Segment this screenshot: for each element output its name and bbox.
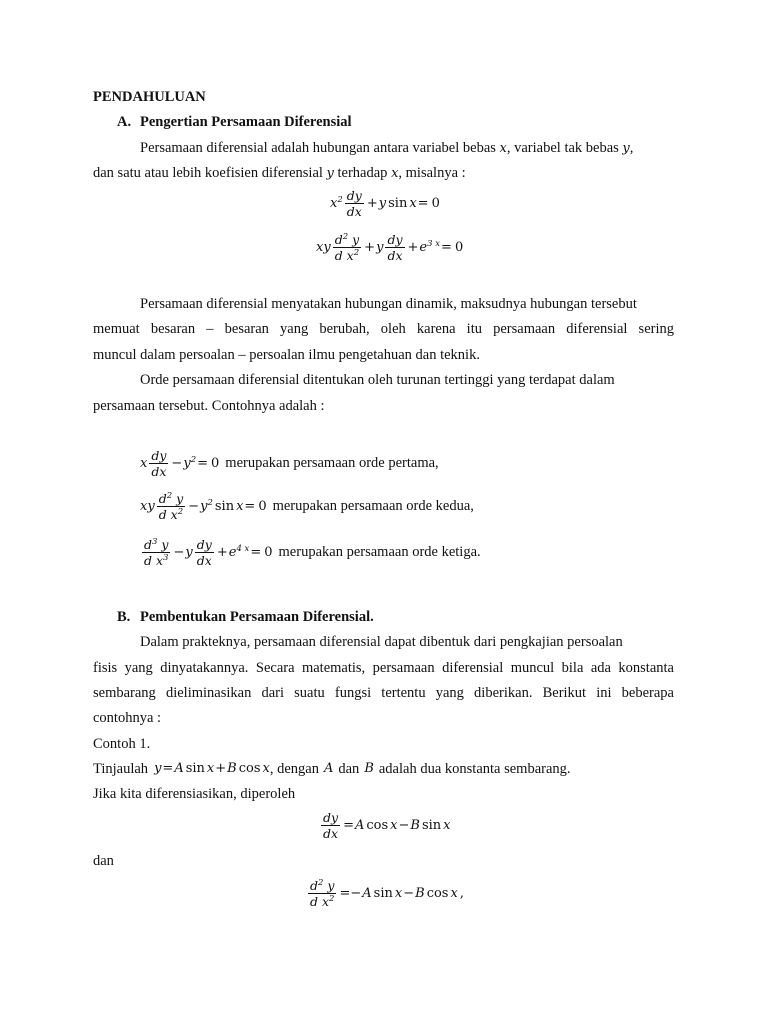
section-a-paragraph-2-line-3: muncul dalam persoalan – persoalan ilmu pengetahuan dan teknik.	[93, 347, 480, 363]
derivative-intro: Jika kita diferensiasikan, diperoleh	[93, 786, 296, 802]
second-derivative-equation: $\frac{d^2 y}{d x^2}$ =− A sin x − B cos x ,	[310, 878, 464, 909]
section-b-paragraph-line-3: sembarang dieliminasikan dari suatu fungsi tertentu yang diberikan. Berikut ini beberapa	[93, 685, 674, 701]
order-example-2: xy $\frac{d^2 y}{d x^2}$ − $y^2$ sin x = 0 merupakan persamaan orde kedua,	[140, 491, 474, 522]
section-b-title: Pembentukan Persamaan Diferensial.	[140, 609, 374, 625]
section-b-paragraph-line-4: contohnya :	[93, 710, 162, 726]
section-a-paragraph-3-line-1: Orde persamaan diferensial ditentukan oleh turunan tertinggi yang terdapat dalam	[140, 372, 615, 388]
equation-2: xy $\frac{d^2 y}{d x^2}$ + y $\frac{dy}{dx}$ + $e^{3 x}$ = 0	[316, 232, 464, 263]
section-a-title: Pengertian Persamaan Diferensial	[140, 114, 352, 130]
conjunction-dan: dan	[93, 853, 114, 869]
section-a-paragraph-1-line-2: dan satu atau lebih koefisien diferensial y terhadap x, misalnya :	[93, 165, 466, 181]
section-a-paragraph-3-line-2: persamaan tersebut. Contohnya adalah :	[93, 398, 325, 414]
section-a-label: A.	[117, 114, 132, 130]
order-example-1: x $\frac{dy}{dx}$ − $y^2$ = 0 merupakan persamaan orde pertama,	[140, 448, 439, 479]
section-a-paragraph-2-line-2: memuat besaran – besaran yang berubah, oleh karena itu persamaan diferensial sering	[93, 321, 674, 337]
example-1-function-line: Tinjaulah y = A sin x + B cos x , dengan A dan B adalah dua konstanta sembarang.	[93, 761, 571, 777]
section-b-paragraph-line-1: Dalam prakteknya, persamaan diferensial dapat dibentuk dari pengkajian persoalan	[140, 634, 623, 650]
example-heading: Contoh 1.	[93, 736, 151, 752]
first-derivative-equation: $\frac{dy}{dx}$ = A cos x − B sin x	[323, 810, 451, 841]
section-b-paragraph-line-2: fisis yang dinyatakannya. Secara matematis, persamaan diferensial muncul bila ada konstanta	[93, 660, 674, 676]
section-a-paragraph-2-line-1: Persamaan diferensial menyatakan hubungan dinamik, maksudnya hubungan tersebut	[140, 296, 637, 312]
section-a-paragraph-1-line-1: Persamaan diferensial adalah hubungan antara variabel bebas x, variabel tak bebas y,	[140, 140, 634, 156]
equation-1: $x^2$ $\frac{dy}{dx}$ + y sin x = 0	[330, 188, 440, 219]
order-example-3: $\frac{d^3 y}{d x^3}$ − y $\frac{dy}{dx}$ + $e^{4 x}$ = 0 merupakan persamaan orde ketiga.	[144, 537, 481, 568]
section-b-label: B.	[117, 609, 131, 625]
page-heading: PENDAHULUAN	[93, 89, 206, 105]
